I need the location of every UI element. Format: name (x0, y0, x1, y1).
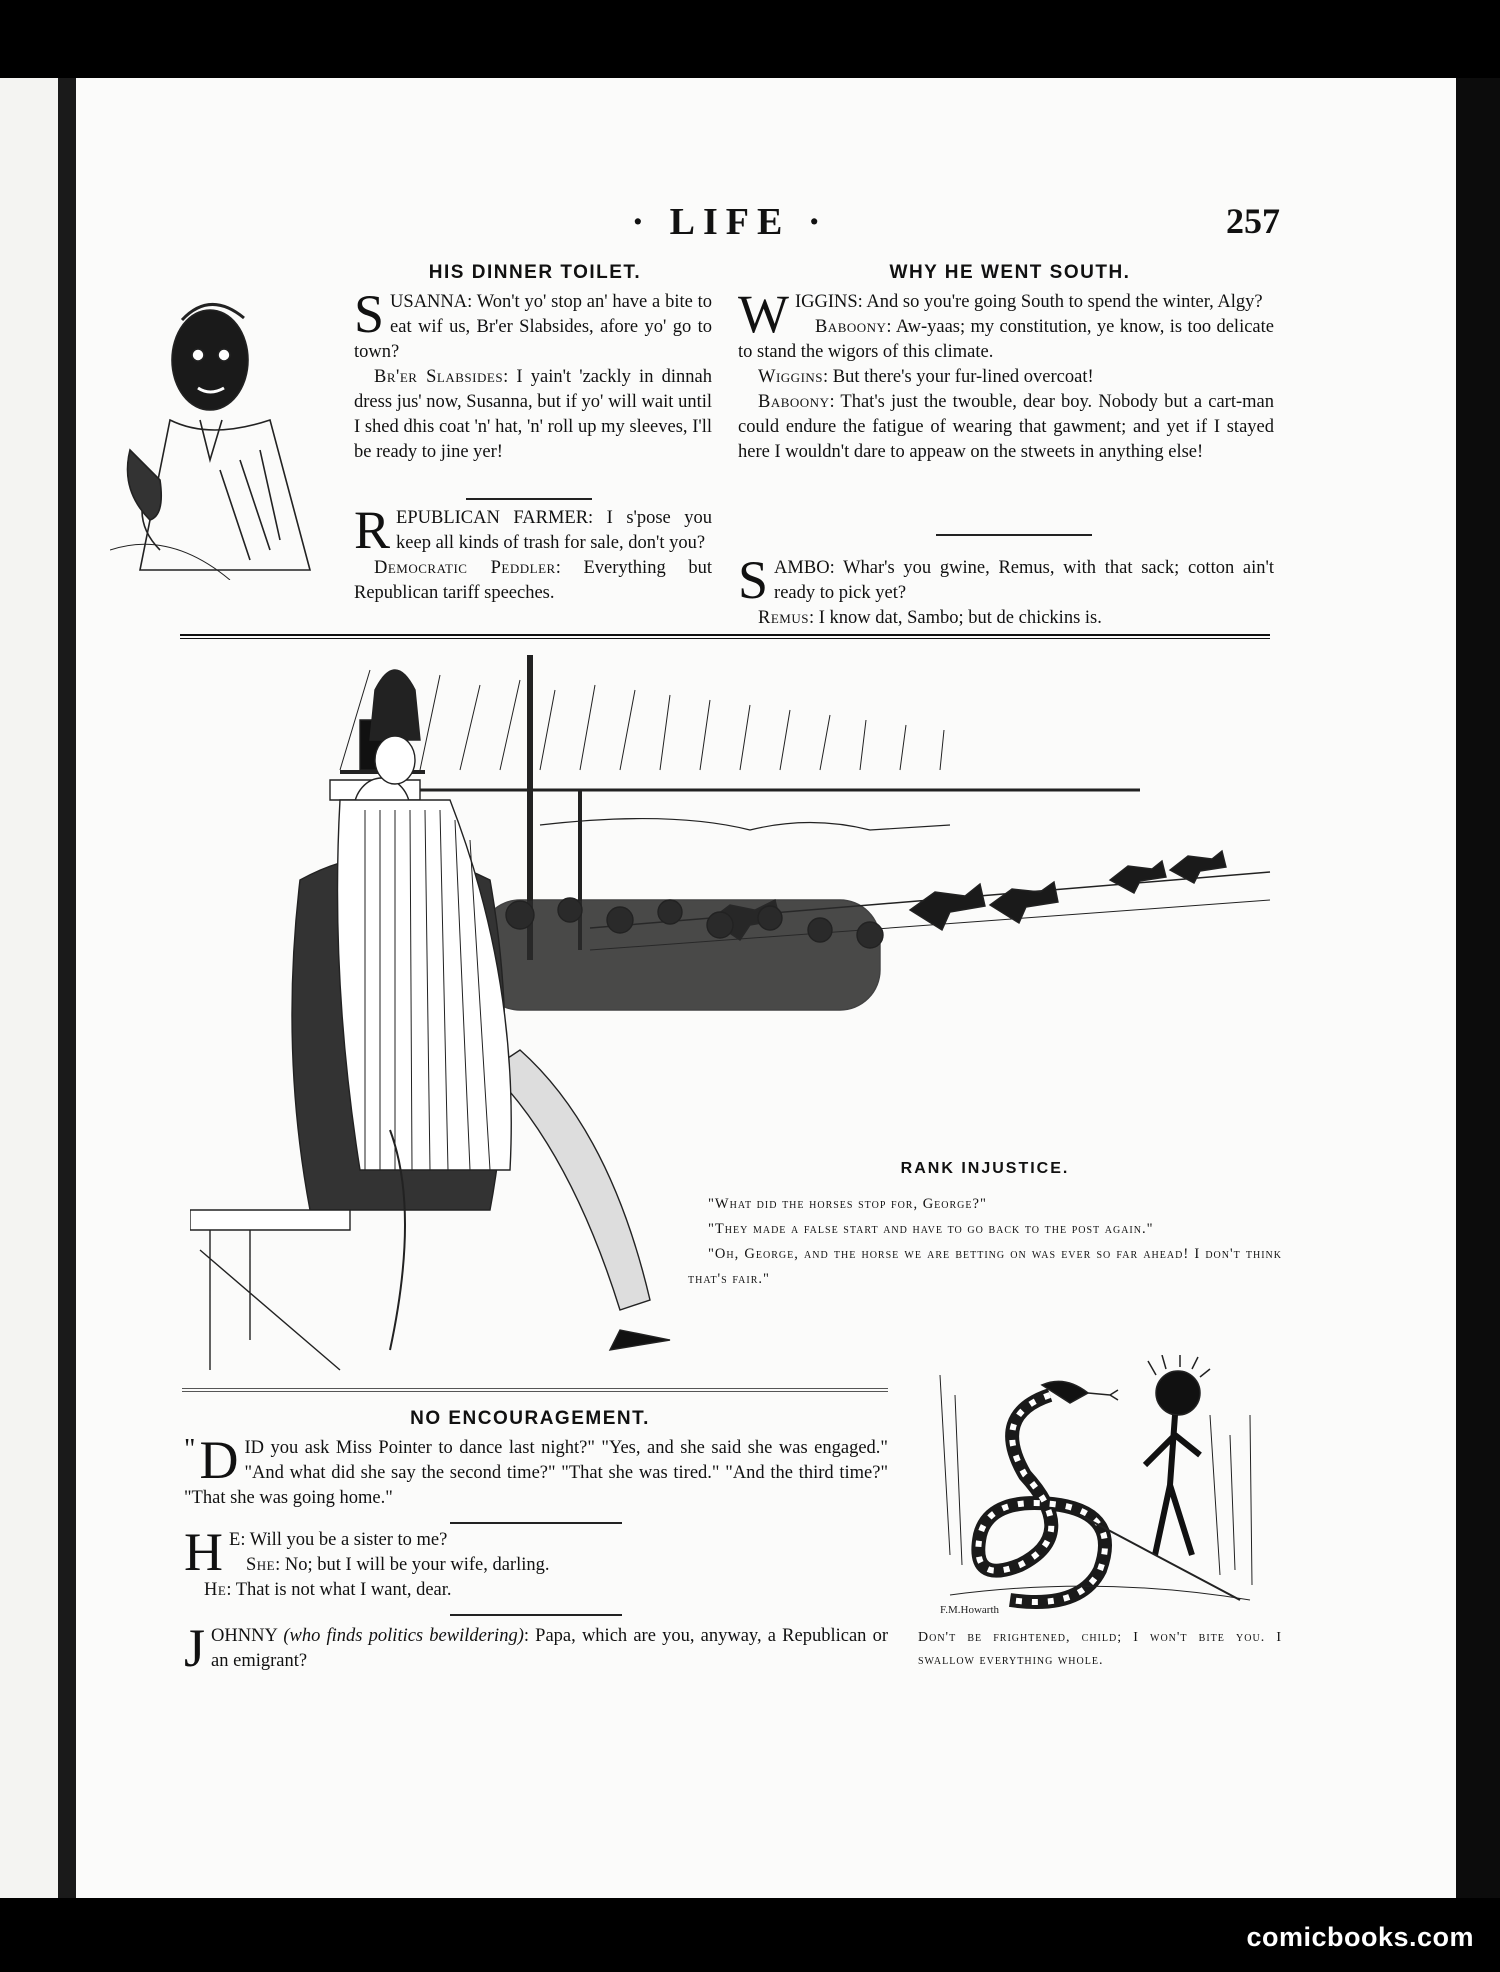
rank-injustice-heading: RANK INJUSTICE. (900, 1160, 1070, 1177)
went-south-heading: WHY HE WENT SOUTH. (889, 262, 1131, 283)
rank-injustice-text (688, 1192, 1282, 1292)
section-rule (180, 634, 1270, 639)
dialogue: : Will you be a sister to me? (240, 1530, 448, 1550)
speaker: Baboony (758, 392, 830, 412)
dropcap: S (738, 550, 769, 610)
dropcap: H (184, 1522, 223, 1582)
speaker: Wiggins (758, 367, 824, 387)
divider (450, 1614, 622, 1616)
speaker: He (204, 1580, 227, 1600)
watermark-text: comicbooks.com (1246, 1922, 1474, 1952)
dialogue: "Oh, George, and the horse we are betting on was ever so far ahead! I don't think that's fair." (688, 1246, 1282, 1287)
dinner-toilet-text (354, 284, 712, 465)
dialogue: : Whar's you gwine, Remus, with that sack; cotton ain't ready to pick yet? (774, 558, 1274, 603)
divider (936, 534, 1092, 536)
went-south-text (738, 284, 1274, 465)
dropcap: W (738, 284, 789, 344)
sambo-text (738, 550, 1274, 631)
sister-text (184, 1522, 888, 1603)
snake-illustration (930, 1355, 1270, 1620)
aside: (who finds politics bewildering) (283, 1626, 524, 1646)
masthead-title: · LIFE · (631, 201, 829, 243)
speaker: Democratic Peddler (374, 558, 556, 578)
speaker: E (229, 1530, 241, 1550)
section-rule (182, 1388, 888, 1392)
speaker: Br'er Slabsides (374, 367, 504, 387)
page-number: 257 (1226, 201, 1280, 241)
divider (466, 498, 592, 500)
speaker: AMBO (774, 558, 830, 578)
dialogue: "What did the horses stop for, George?" (708, 1196, 987, 1212)
dropcap: D (199, 1430, 239, 1490)
dialogue: : No; but I will be your wife, darling. (275, 1555, 550, 1575)
scan-border (1456, 78, 1500, 1898)
dialogue: : I know dat, Sambo; but de chickins is. (808, 608, 1102, 628)
dialogue: : Aw-yaas; my constitution, ye know, is too delicate to stand the wigors of this climate. (738, 317, 1274, 362)
dialogue: : And so you're going South to spend the winter, Algy? (857, 292, 1263, 312)
divider (450, 1522, 622, 1524)
dialogue: : I s'pose you keep all kinds of trash for sale, don't you? (396, 508, 713, 553)
speaker: OHNNY (211, 1626, 278, 1646)
previous-page-edge (0, 78, 58, 1898)
artist-signature: F.M.Howarth (940, 1604, 1000, 1616)
dialogue: : That is not what I want, dear. (226, 1580, 452, 1600)
speaker: She (246, 1555, 276, 1575)
open-quote: " (184, 1434, 196, 1465)
speaker: IGGINS (794, 292, 858, 312)
speaker: USANNA (390, 292, 468, 312)
dialogue: ID you ask Miss Pointer to dance last night?" "Yes, and she said she was engaged." "And what did she say the second time?" "That she was tired." "And the third time?" "That she was going home." (184, 1438, 888, 1508)
dialogue: "They made a false start and have to go back to the post again." (708, 1221, 1154, 1237)
portrait-illustration (110, 280, 350, 580)
page-gutter (58, 78, 76, 1898)
dialogue: : Everything but Republican tariff speeches. (354, 558, 712, 603)
dialogue: : That's just the twouble, dear boy. Nobody but a cart-man could endure the fatigue of wearing that gawment; and yet if I stayed here I wouldn't dare to appeaw on the stweets in anything else! (738, 392, 1274, 462)
no-encouragement-heading: NO ENCOURAGEMENT. (410, 1408, 650, 1429)
dialogue: : Won't yo' stop an' have a bite to eat wif us, Br'er Slabsides, afore yo' go to town? (354, 292, 712, 362)
dialogue: : But there's your fur-lined overcoat! (823, 367, 1094, 387)
dialogue: : I yain't 'zackly in dinnah dress jus' now, Susanna, but if yo' will wait until I shed dhis coat 'n' hat, 'n' roll up my sleeves, I'll be ready to jine yer! (354, 367, 712, 462)
speaker: Remus (758, 608, 809, 628)
dialogue: : Papa, which are you, anyway, a Republican or an emigrant? (211, 1626, 889, 1671)
johnny-text (184, 1618, 889, 1678)
speaker: EPUBLICAN FARMER (396, 508, 589, 528)
dropcap: S (354, 284, 385, 344)
no-encouragement-text (184, 1430, 888, 1511)
republican-farmer-text (354, 500, 713, 606)
dinner-toilet-heading: HIS DINNER TOILET. (428, 262, 642, 283)
dropcap: J (184, 1618, 206, 1678)
speaker: Baboony (814, 317, 887, 337)
snake-caption: Don't be frightened, child; I won't bite you. I swallow everything whole. (918, 1630, 1282, 1668)
dropcap: R (354, 500, 391, 560)
